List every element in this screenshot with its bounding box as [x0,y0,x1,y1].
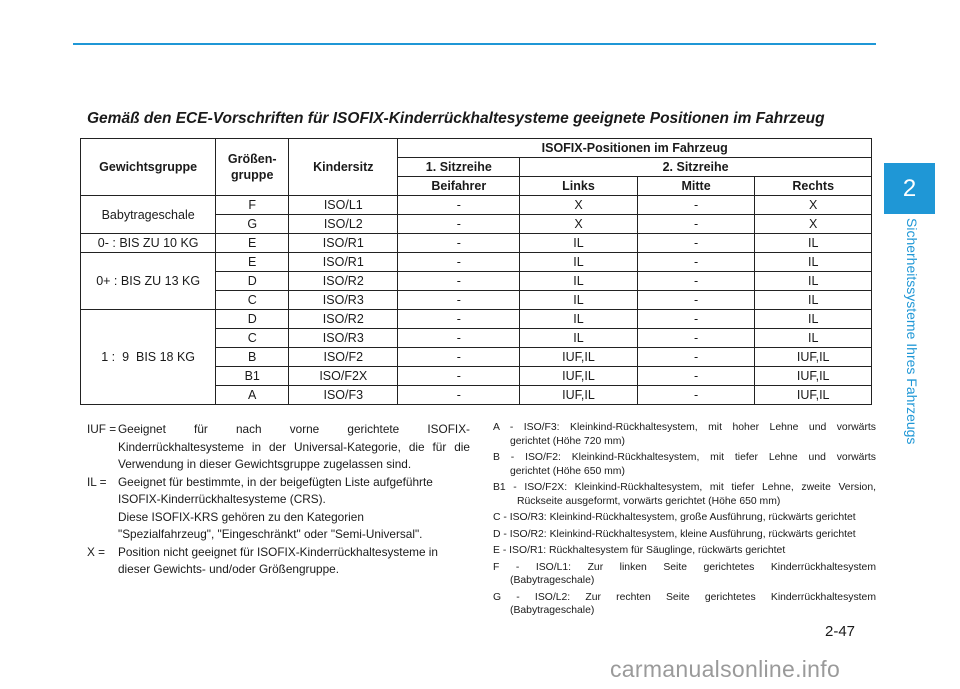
chapter-title: Sicherheitssysteme Ihres Fahrzeugs [904,218,920,445]
table-cell: ISO/R2 [289,310,398,329]
table-cell: IL [520,291,638,310]
header-rechts: Rechts [755,177,872,196]
note-key: IUF = [87,422,117,436]
note-iuf [87,421,470,474]
table-cell: - [637,367,755,386]
chapter-number: 2 [902,174,917,202]
table-cell: - [637,253,755,272]
table-cell: - [637,196,755,215]
header-isofix: ISOFIX-Positionen im Fahrzeug [398,139,872,158]
note-iso-f2x: B1 - ISO/F2X: Kleinkind-Rückhaltesystem, mit tiefer Lehne, zweite Version, Rückseite ausgeformt, vorwärts gerichtet (Höhe 650 mm) [493,482,876,507]
header-kindersitz: Kindersitz [289,139,398,196]
note-iso-f2: B - ISO/F2: Kleinkind-Rückhaltesystem, mit tiefer Lehne und vorwärts gerichtet (Höhe 650 mm) [493,452,876,477]
table-cell: X [520,215,638,234]
note-line: Geeignet für nach vorne gerichtete ISOFIX- [118,422,470,436]
table-cell: D [216,310,289,329]
table-cell: - [398,329,520,348]
table-cell: C [216,291,289,310]
table-cell: IL [520,329,638,348]
table-cell: IL [520,272,638,291]
chapter-tab [884,163,935,214]
group-cell: 0- : BIS ZU 10 KG [81,234,216,253]
note-x [87,544,470,579]
note-line: Verwendung in dieser Gewichtsgruppe zugelassen sind. [118,457,412,471]
table-row [81,310,872,329]
table-cell: B1 [216,367,289,386]
note-iso-l2: G - ISO/L2: Zur rechten Seite gerichtetes Kinderrückhaltesystem (Babytrageschale) [493,591,876,616]
table-cell: IUF,IL [755,386,872,405]
table-cell: - [398,272,520,291]
table-cell: IUF,IL [520,367,638,386]
table-cell: IL [755,272,872,291]
table-cell: IL [520,310,638,329]
note-line: Geeignet für bestimmte, in der beigefügten Liste aufgeführte [118,474,433,489]
table-cell: - [637,348,755,367]
table-cell: D [216,272,289,291]
note-il [87,474,470,544]
page-number: 2-47 [825,623,856,640]
table-cell: - [637,386,755,405]
table-cell: ISO/R1 [289,234,398,253]
table-row [81,253,872,272]
note-iso-r3: C - ISO/R3: Kleinkind-Rückhaltesystem, große Ausführung, rückwärts gerichtet [493,512,856,523]
table-cell: - [637,329,755,348]
table-cell: E [216,253,289,272]
note-line: Diese ISOFIX-KRS gehören zu den Kategorien [118,509,364,524]
group-cell: 1 : 9 BIS 18 KG [81,310,216,405]
header-reihe2: 2. Sitzreihe [520,158,872,177]
table-cell: B [216,348,289,367]
table-cell: - [637,291,755,310]
header-groessengruppe: Größen- gruppe [216,139,289,196]
note-iso-r1: E - ISO/R1: Rückhaltesystem für Säuglinge, rückwärts gerichtet [493,545,786,556]
table-cell: ISO/L1 [289,196,398,215]
seat-type-notes [493,421,876,621]
note-key: X = [87,544,106,559]
header-mitte: Mitte [637,177,755,196]
note-iso-l1: F - ISO/L1: Zur linken Seite gerichtetes Kinderrückhaltesystem (Babytrageschale) [493,561,876,586]
header-gewichtsgruppe: Gewichtsgruppe [81,139,216,196]
header-rule [73,43,876,45]
table-cell: - [398,215,520,234]
table-cell: IL [755,310,872,329]
table-row [81,234,872,253]
table-cell: X [755,215,872,234]
table-cell: - [398,196,520,215]
table-cell: ISO/R3 [289,291,398,310]
table-cell: F [216,196,289,215]
table-cell: IUF,IL [755,348,872,367]
table-cell: ISO/R2 [289,272,398,291]
table-cell: X [755,196,872,215]
table-row [81,196,872,215]
table-cell: IL [755,329,872,348]
table-cell: ISO/R1 [289,253,398,272]
note-line: Position nicht geeignet für ISOFIX-Kinderrückhaltesysteme in [118,544,438,559]
header-beifahrer: Beifahrer [398,177,520,196]
table-cell: ISO/R3 [289,329,398,348]
table-cell: - [398,348,520,367]
table-cell: - [398,310,520,329]
table-cell: IL [520,253,638,272]
table-cell: ISO/F2 [289,348,398,367]
group-cell: Babytrageschale [81,196,216,234]
table-cell: E [216,234,289,253]
table-cell: ISO/L2 [289,215,398,234]
table-cell: IL [755,253,872,272]
note-key: IL = [87,474,107,489]
table-cell: - [398,386,520,405]
table-cell: - [637,215,755,234]
header-reihe1: 1. Sitzreihe [398,158,520,177]
table-cell: - [398,234,520,253]
group-cell: 0+ : BIS ZU 13 KG [81,253,216,310]
header-links: Links [520,177,638,196]
watermark: carmanualsonline.info [610,656,841,682]
table-cell: - [637,310,755,329]
legend-notes [87,421,470,579]
page-title: Gemäß den ECE-Vorschriften für ISOFIX-Kinderrückhaltesysteme geeignete Positionen im Fahrzeug [87,110,825,127]
table-cell: C [216,329,289,348]
table-cell: - [637,272,755,291]
table-cell: IUF,IL [755,367,872,386]
note-line: ISOFIX-Kinderrückhaltesysteme (CRS). [118,492,326,506]
table-cell: ISO/F3 [289,386,398,405]
note-iso-r2: D - ISO/R2: Kleinkind-Rückhaltesystem, kleine Ausführung, rückwärts gerichtet [493,528,856,540]
table-cell: IUF,IL [520,348,638,367]
note-iso-f3: A - ISO/F3: Kleinkind-Rückhaltesystem, mit hoher Lehne und vorwärts gerichtet (Höhe 720 mm) [493,422,876,447]
table-cell: ISO/F2X [289,367,398,386]
table-cell: X [520,196,638,215]
isofix-table [80,138,872,405]
table-cell: - [398,367,520,386]
note-line: "Spezialfahrzeug", "Eingeschränkt" oder "Semi-Universal". [118,527,423,541]
table-cell: - [398,253,520,272]
table-cell: A [216,386,289,405]
table-cell: IUF,IL [520,386,638,405]
table-cell: IL [520,234,638,253]
table-cell: G [216,215,289,234]
note-line: Kinderrückhaltesysteme in der Universal-Kategorie, die für die [118,439,470,454]
table-cell: - [398,291,520,310]
note-line: dieser Gewichts- und/oder Größengruppe. [118,562,339,576]
table-cell: - [637,234,755,253]
table-cell: IL [755,291,872,310]
table-cell: IL [755,234,872,253]
